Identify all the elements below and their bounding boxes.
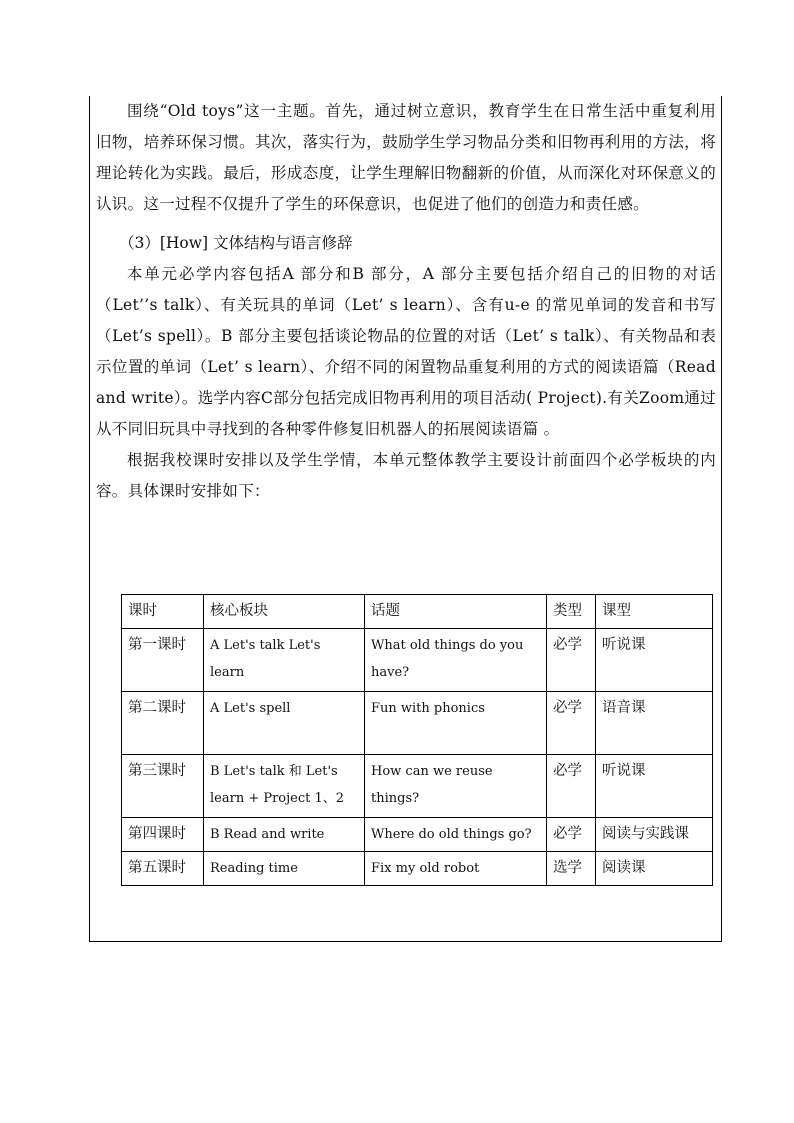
document-frame [89,96,722,942]
table-row [122,692,713,755]
cell-type: 必学 [547,692,596,755]
table-header-row [122,595,713,629]
header-topic: 话题 [365,595,547,629]
cell-lesson: 第五课时 [122,852,204,886]
cell-core-section: B Let's talk 和 Let's learn + Project 1、2 [204,755,365,818]
cell-type: 必学 [547,629,596,692]
cell-lesson: 第二课时 [122,692,204,755]
cell-topic: Fun with phonics [365,692,547,755]
cell-core-section: B Read and write [204,818,365,852]
cell-topic: What old things do you have? [365,629,547,692]
cell-lesson-type: 语音课 [596,692,713,755]
table-row [122,629,713,692]
paragraph-structure: 本单元必学内容包括A 部分和B 部分，A 部分主要包括介绍自己的旧物的对话（Let’’s talk）、有关玩具的单词（Let’ s learn）、含有u-e 的常见单词的发音和书写（Let’s spell）。B 部分主要包括谈论物品的位置的对话（Let’ s talk）、有关物品和表示位置的单词（Let’ s learn）、介绍不同的闲置物品重复利用的方式的阅读语篇（Read and write）。选学内容C部分包括完成旧物再利用的项目活动( Project).有关Zoom通过从不同旧玩具中寻找到的各种零件修复旧机器人的拓展阅读语篇 。 [96,265,716,438]
cell-topic: Fix my old robot [365,852,547,886]
cell-lesson-type: 阅读与实践课 [596,818,713,852]
cell-lesson-type: 听说课 [596,629,713,692]
cell-type: 必学 [547,818,596,852]
document-content [96,96,716,507]
section-heading-how: （3）[How] 文体结构与语言修辞 [119,234,353,252]
cell-core-section: A Let's spell [204,692,365,755]
cell-lesson: 第三课时 [122,755,204,818]
lesson-schedule-table [121,594,713,886]
table-row [122,818,713,852]
header-type: 类型 [547,595,596,629]
header-core-section: 核心板块 [204,595,365,629]
cell-lesson: 第一课时 [122,629,204,692]
cell-lesson-type: 听说课 [596,755,713,818]
paragraph-schedule-intro: 根据我校课时安排以及学生学情，本单元整体教学主要设计前面四个必学板块的内容。具体课时安排如下： [96,451,716,500]
cell-topic: Where do old things go? [365,818,547,852]
table-row [122,755,713,818]
table-row [122,852,713,886]
cell-type: 选学 [547,852,596,886]
header-lesson-type: 课型 [596,595,713,629]
header-lesson: 课时 [122,595,204,629]
paragraph-themes: 围绕“Old toys”这一主题。首先，通过树立意识，教育学生在日常生活中重复利用旧物，培养环保习惯。其次，落实行为，鼓励学生学习物品分类和旧物再利用的方法，将理论转化为实践。最后，形成态度，让学生理解旧物翻新的价值，从而深化对环保意义的认识。这一过程不仅提升了学生的环保意识，也促进了他们的创造力和责任感。 [96,102,716,213]
cell-core-section: Reading time [204,852,365,886]
cell-type: 必学 [547,755,596,818]
cell-core-section: A Let's talk Let's learn [204,629,365,692]
cell-topic: How can we reuse things? [365,755,547,818]
cell-lesson-type: 阅读课 [596,852,713,886]
cell-lesson: 第四课时 [122,818,204,852]
